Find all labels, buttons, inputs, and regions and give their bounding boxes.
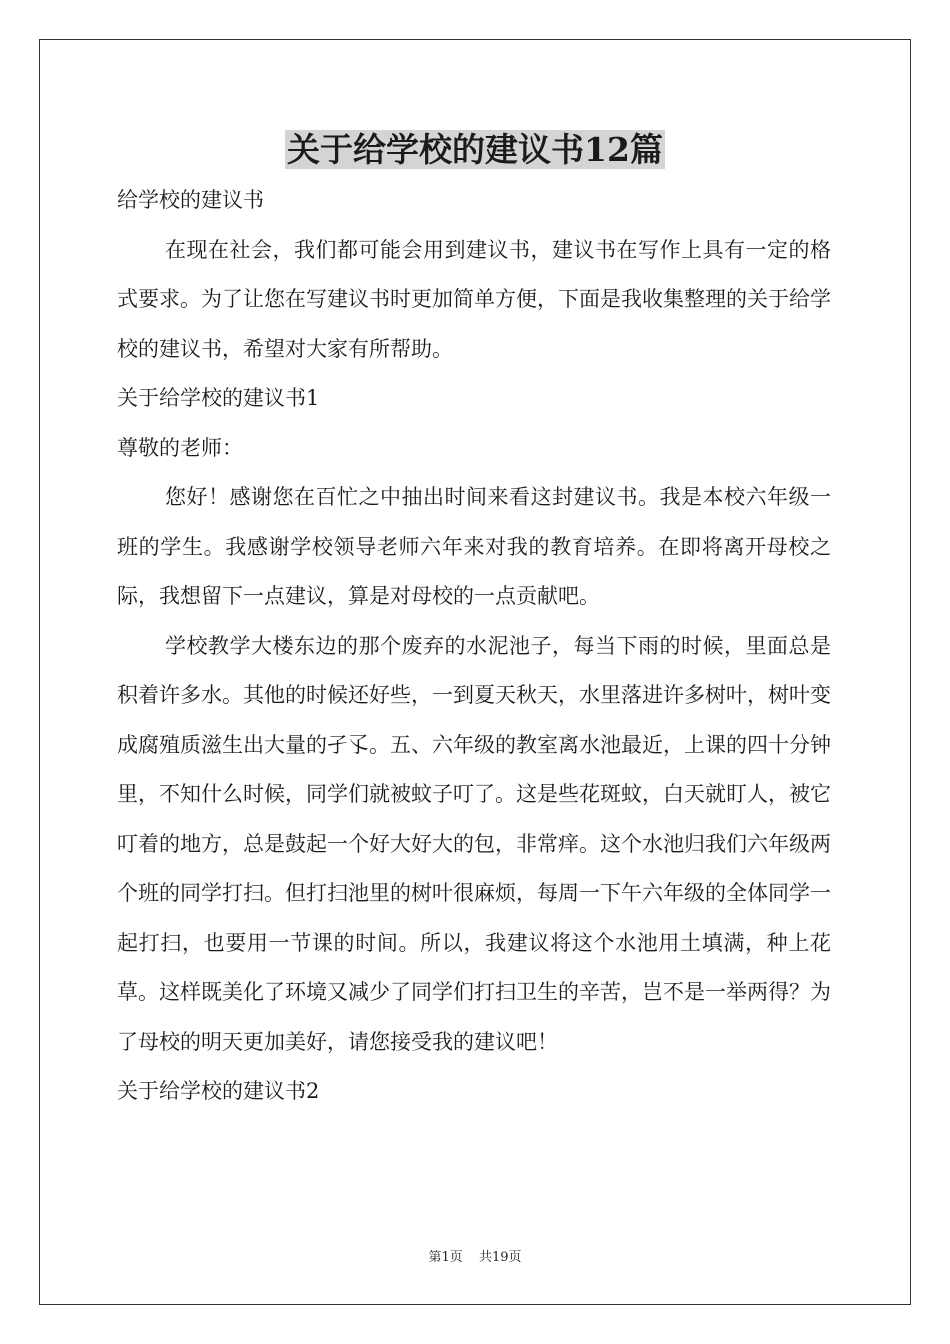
page-total: 共19页 <box>478 1250 522 1265</box>
page-footer <box>0 1246 950 1265</box>
salutation: 尊敬的老师： <box>117 435 243 460</box>
document-title-text: 关于给学校的建议书12篇 <box>287 130 663 169</box>
section-heading: 给学校的建议书 <box>117 188 264 212</box>
body-paragraph: 学校教学大楼东边的那个废弃的水泥池子，每当下雨的时候，里面总是积着许多水。其他的时候还好些，一到夏天秋天，水里落进许多树叶，树叶变成腐殖质滋生出大量的孑孓。五、六年级的教室离水池最近，上课的四十分钟里，不知什么时候，同学们就被蚊子叮了。这是些花斑蚊，白天就盯人，被它叮着的地方，总是鼓起一个好大好大的包，非常痒。这个水池归我们六年级两个班的同学打扫。但打扫池里的树叶很麻烦，每周一下午六年级的全体同学一起打扫，也要用一节课的时间。所以，我建议将这个水池用土填满，种上花草。这样既美化了环境又减少了同学们打扫卫生的辛苦，岂不是一举两得？为了母校的明天更加美好，请您接受我的建议吧！ <box>117 633 831 1054</box>
document-title <box>0 128 950 172</box>
section-heading: 关于给学校的建议书2 <box>117 1079 320 1103</box>
intro-paragraph: 在现在社会，我们都可能会用到建议书，建议书在写作上具有一定的格式要求。为了让您在写建议书时更加简单方便，下面是我收集整理的关于给学校的建议书，希望对大家有所帮助。 <box>117 237 831 361</box>
document-body <box>117 176 831 1117</box>
body-paragraph: 您好！感谢您在百忙之中抽出时间来看这封建议书。我是本校六年级一班的学生。我感谢学校领导老师六年来对我的教育培养。在即将离开母校之际，我想留下一点建议，算是对母校的一点贡献吧。 <box>117 485 831 608</box>
page-number: 第1页 <box>428 1250 463 1265</box>
section-heading: 关于给学校的建议书1 <box>117 386 320 410</box>
